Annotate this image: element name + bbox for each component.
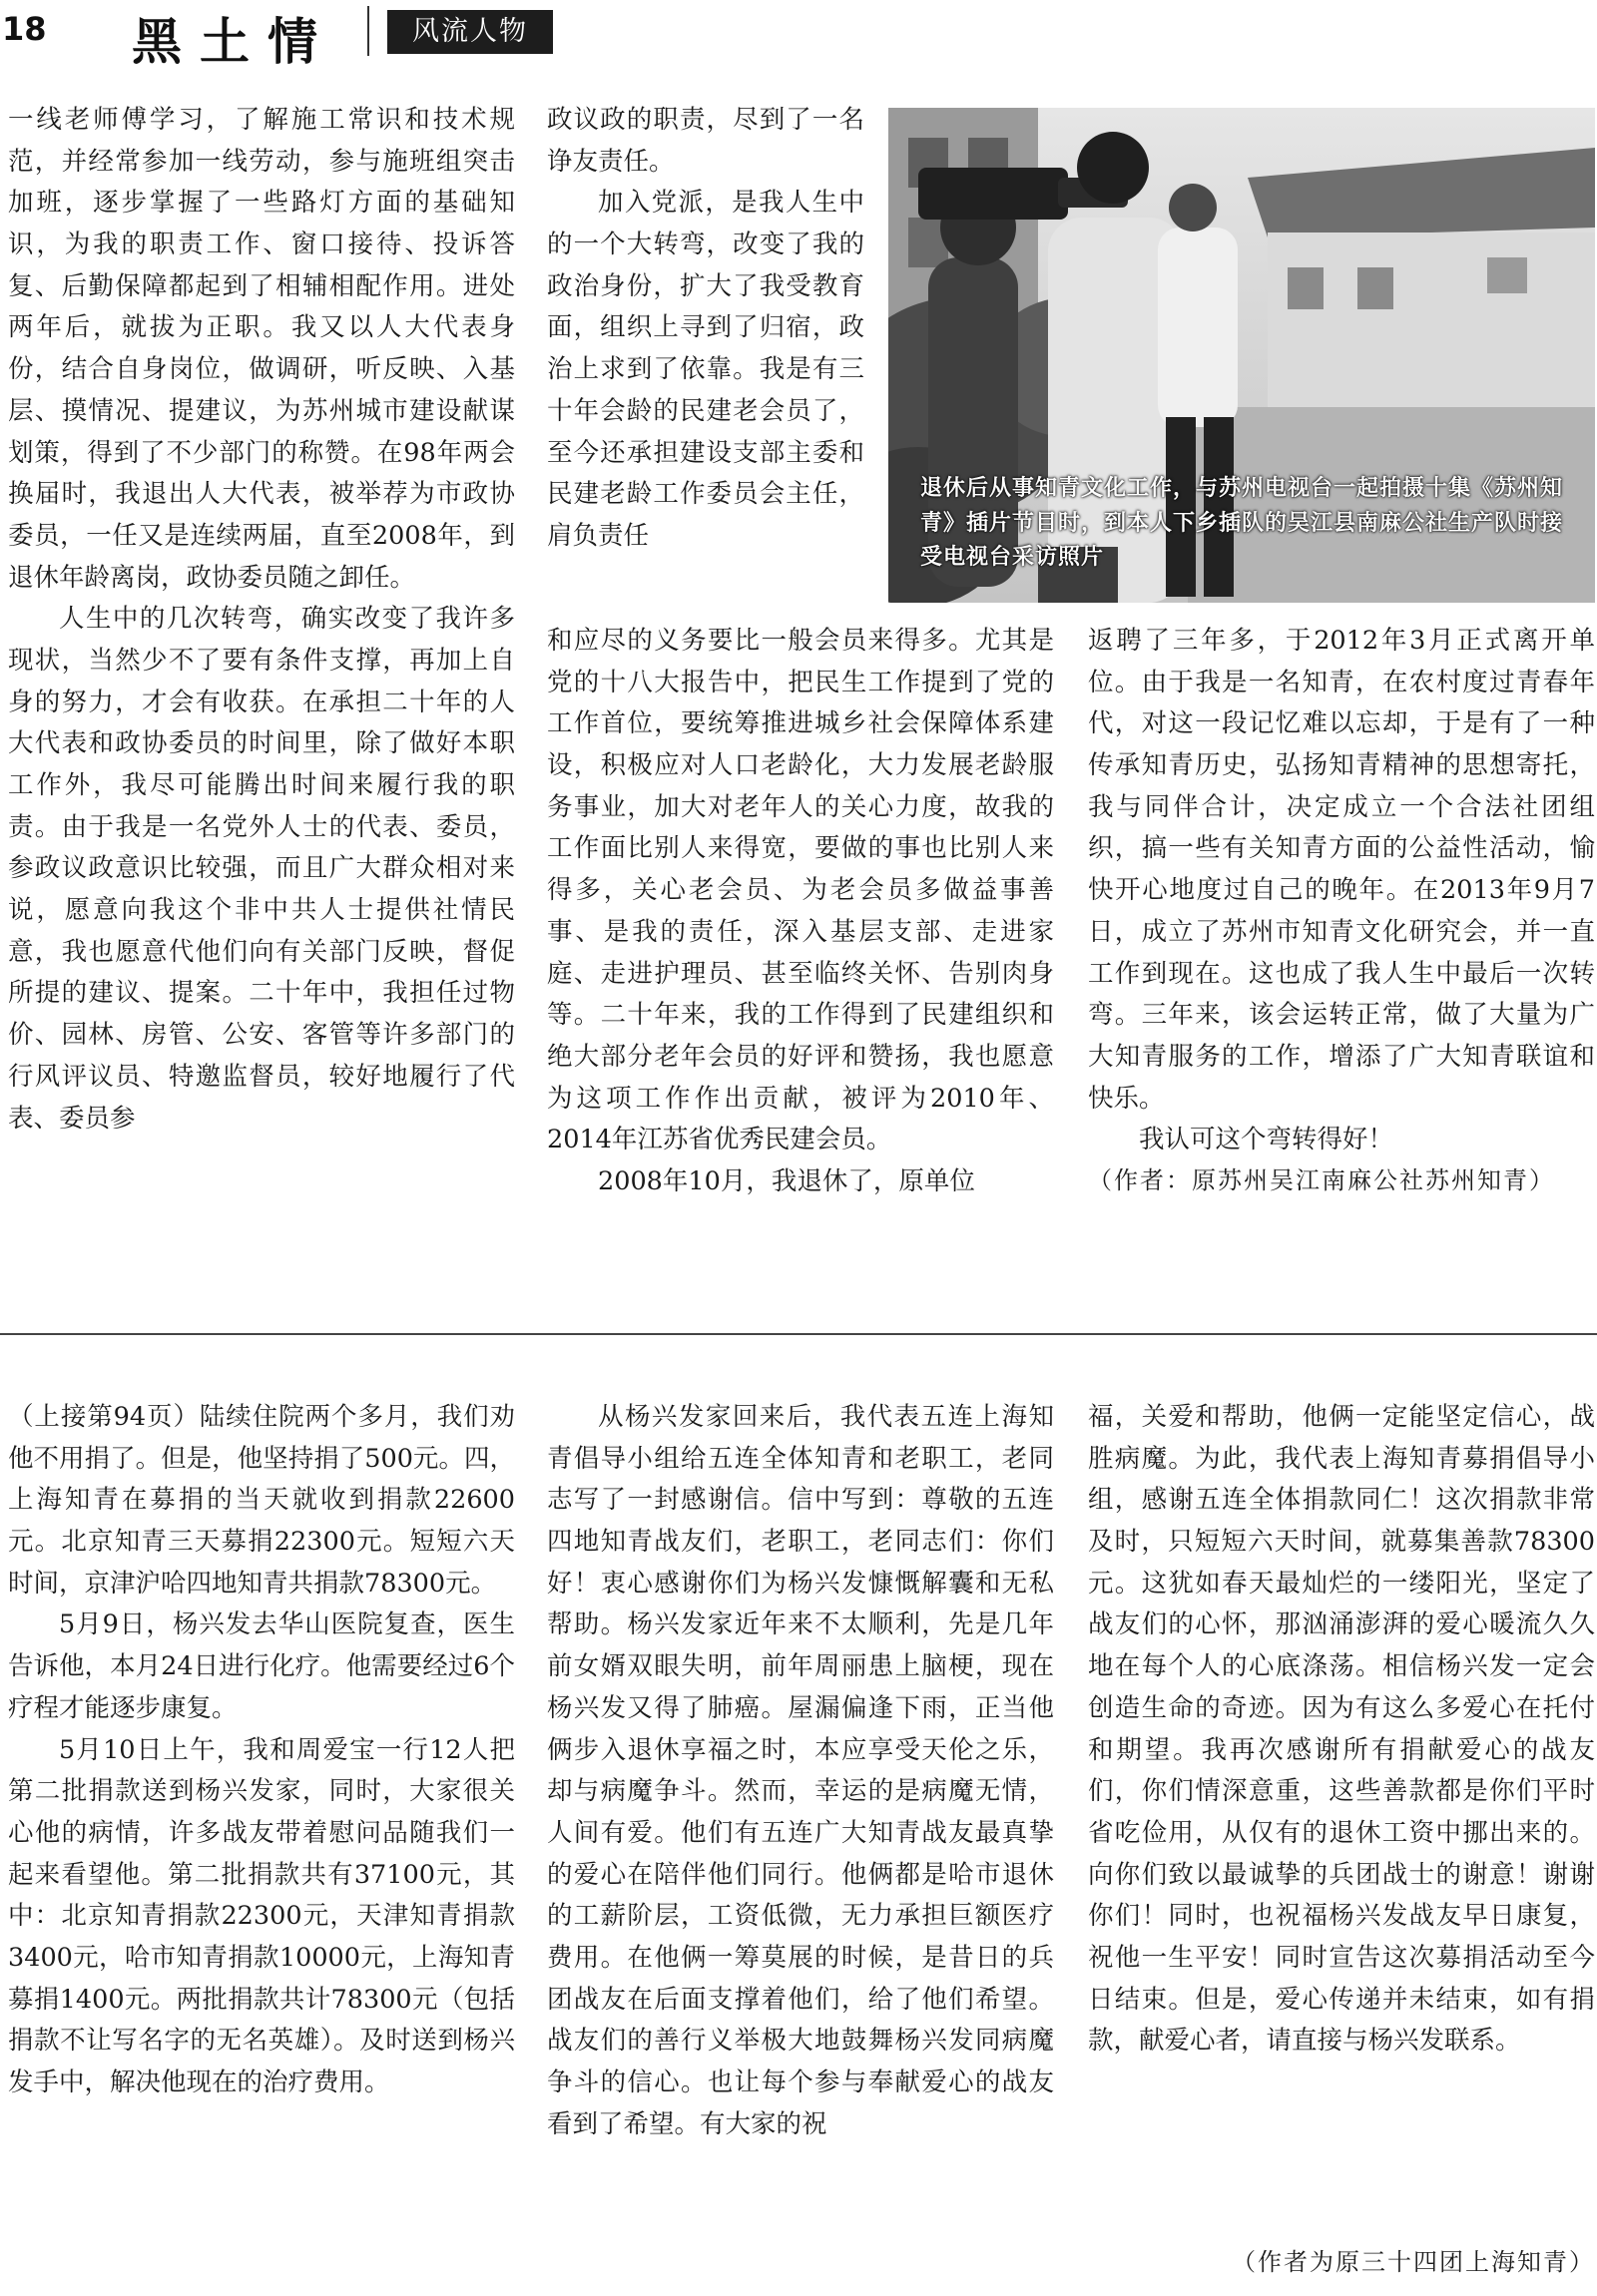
- lower-column-3: [1088, 1397, 1595, 2063]
- lower-author-credit: （作者为原三十四团上海知青）: [1232, 2248, 1595, 2276]
- paragraph: 2008年10月，我退休了，原单位: [598, 1165, 975, 1196]
- paragraph: 从杨兴发家回来后，我代表五连上海知青倡导小组给五连全体知青和老职工，老同志写了一封感谢信。信中写到：尊敬的五连四地知青战友们，老职工，老同志们：你们好！衷心感谢你们为杨兴发慷慨解囊和无私帮助。杨兴发家近年来不太顺利，先是几年前女婿双眼失明，前年周丽患上脑梗，现在杨兴发又得了肺癌。屋漏偏逢下雨，正当他俩步入退休享福之时，本应享受天伦之乐，却与病魔争斗。然而，幸运的是病魔无情，人间有爱。他们有五连广大知青战友最真挚的爱心在陪伴他们同行。他俩都是哈市退休的工薪阶层，工资低微，无力承担巨额医疗费用。在他俩一筹莫展的时候，是昔日的兵团战友在后面支撑着他们，给了他们希望。战友们的善行义举极大地鼓舞杨兴发同病魔争斗的信心。也让每个参与奉献爱心的战友看到了希望。有大家的祝: [547, 1402, 1054, 2139]
- author-credit: （作者：原苏州吴江南麻公社苏州知青）: [1088, 1165, 1555, 1194]
- section-tag: 风流人物: [387, 10, 553, 54]
- paragraph: 政议政的职责，尽到了一名诤友责任。: [547, 105, 864, 177]
- paragraph: 我认可这个弯转得好！: [1139, 1125, 1394, 1155]
- paragraph: 和应尽的义务要比一般会员来得多。尤其是党的十八大报告中，把民生工作提到了党的工作首位，要统筹推进城乡社会保障体系建设，积极应对人口老龄化，大力发展老龄服务事业，加大对老年人的关心力度，故我的工作面比别人来得宽，要做的事也比别人来得多，关心老会员、为老会员多做益事善事、是我的责任，深入基层支部、走进家庭、走进护理员、甚至临终关怀、告别肉身等。二十年来，我的工作得到了民建组织和绝大部分老年会员的好评和赞扬，我也愿意为这项工作作出贡献，被评为2010年、2014年江苏省优秀民建会员。: [547, 626, 1054, 1155]
- page-header: [0, 0, 1597, 71]
- upper-column-2-top: [547, 100, 864, 558]
- paragraph: 返聘了三年多，于2012年3月正式离开单位。由于我是一名知青，在农村度过青春年代，对这一段记忆难以忘却，于是有了一种传承知青历史，弘扬知青精神的思想寄托，我与同伴合计，决定成立一个合法社团组织，搞一些有关知青方面的公益性活动，愉快开心地度过自己的晚年。在2013年9月7日，成立了苏州市知青文化研究会，并一直工作到现在。这也成了我人生中最后一次转弯。三年来，该会运转正常，做了大量为广大知青服务的工作，增添了广大知青联谊和快乐。: [1088, 626, 1595, 1114]
- paragraph: 5月10日上午，我和周爱宝一行12人把第二批捐款送到杨兴发家，同时，大家很关心他的病情，许多战友带着慰问品随我们一起来看望他。第二批捐款共有37100元，其中：北京知青捐款22300元，天津知青捐款3400元，哈市知青捐款10000元，上海知青募捐1400元。两批捐款共计78300元（包括捐款不让写名字的无名英雄）。及时送到杨兴发手中，解决他现在的治疗费用。: [8, 1734, 515, 2097]
- paragraph: 人生中的几次转弯，确实改变了我许多现状，当然少不了要有条件支撑，再加上自身的努力，才会有收获。在承担二十年的人大代表和政协委员的时间里，除了做好本职工作外，我尽可能腾出时间来履行我的职责。由于我是一名党外人士的代表、委员，参政议政意识比较强，而且广大群众相对来说，愿意向我这个非中共人士提供社情民意，我也愿意代他们向有关部门反映，督促所提的建议、提案。二十年中，我担任过物价、园林、房管、公安、客管等许多部门的行风评议员、特邀监督员，较好地履行了代表、委员参: [8, 604, 515, 1134]
- upper-column-2-bottom: [547, 621, 1054, 1203]
- upper-column-1: [8, 100, 515, 1140]
- page-number: 18: [2, 10, 47, 48]
- interview-photo: [888, 108, 1595, 603]
- lower-column-2: [547, 1397, 1054, 2145]
- upper-column-3: [1088, 621, 1595, 1200]
- section-divider: [0, 1333, 1597, 1335]
- paragraph: （上接第94页）陆续住院两个多月，我们劝他不用捐了。但是，他坚持捐了500元。四，上海知青在募捐的当天就收到捐款22600元。北京知青三天募捐22300元。短短六天时间，京津沪哈四地知青共捐款78300元。: [8, 1402, 515, 1599]
- magazine-title: 黑土情: [132, 12, 335, 71]
- header-divider: [367, 6, 369, 56]
- lower-column-1: [8, 1397, 515, 2104]
- paragraph: 5月9日，杨兴发去华山医院复查，医生告诉他，本月24日进行化疗。他需要经过6个疗程才能逐步康复。: [8, 1609, 515, 1723]
- paragraph: 一线老师傅学习，了解施工常识和技术规范，并经常参加一线劳动，参与施班组突击加班，逐步掌握了一些路灯方面的基础知识，为我的职责工作、窗口接待、投诉答复、后勤保障都起到了相辅相配作用。进处两年后，就拔为正职。我又以人大代表身份，结合自身岗位，做调研，听反映、入基层、摸情况、提建议，为苏州城市建设献谋划策，得到了不少部门的称赞。在98年两会换届时，我退出人大代表，被举荐为市政协委员，一任又是连续两届，直至2008年，到退休年龄离岗，政协委员随之卸任。: [8, 105, 515, 593]
- paragraph: 加入党派，是我人生中的一个大转弯，改变了我的政治身份，扩大了我受教育面，组织上寻到了归宿，政治上求到了依靠。我是有三十年会龄的民建老会员了，至今还承担建设支部主委和民建老龄工作委员会主任，肩负责任: [547, 188, 864, 551]
- photo-caption: 退休后从事知青文化工作，与苏州电视台一起拍摄十集《苏州知青》插片节目时，到本人下乡插队的吴江县南麻公社生产队时接受电视台采访照片: [920, 474, 1564, 571]
- paragraph: 福，关爱和帮助，他俩一定能坚定信心，战胜病魔。为此，我代表上海知青募捐倡导小组，感谢五连全体捐款同仁！这次捐款非常及时，只短短六天时间，就募集善款78300元。这犹如春天最灿烂的一缕阳光，坚定了战友们的心怀，那汹涌澎湃的爱心暖流久久地在每个人的心底涤荡。相信杨兴发一定会创造生命的奇迹。因为有这么多爱心在托付和期望。我再次感谢所有捐献爱心的战友们，你们情深意重，这些善款都是你们平时省吃俭用，从仅有的退休工资中挪出来的。向你们致以最诚挚的兵团战士的谢意！谢谢你们！同时，也祝福杨兴发战友早日康复，祝他一生平安！同时宣告这次募捐活动至今日结束。但是，爱心传递并未结束，如有捐款，献爱心者，请直接与杨兴发联系。: [1088, 1402, 1595, 2057]
